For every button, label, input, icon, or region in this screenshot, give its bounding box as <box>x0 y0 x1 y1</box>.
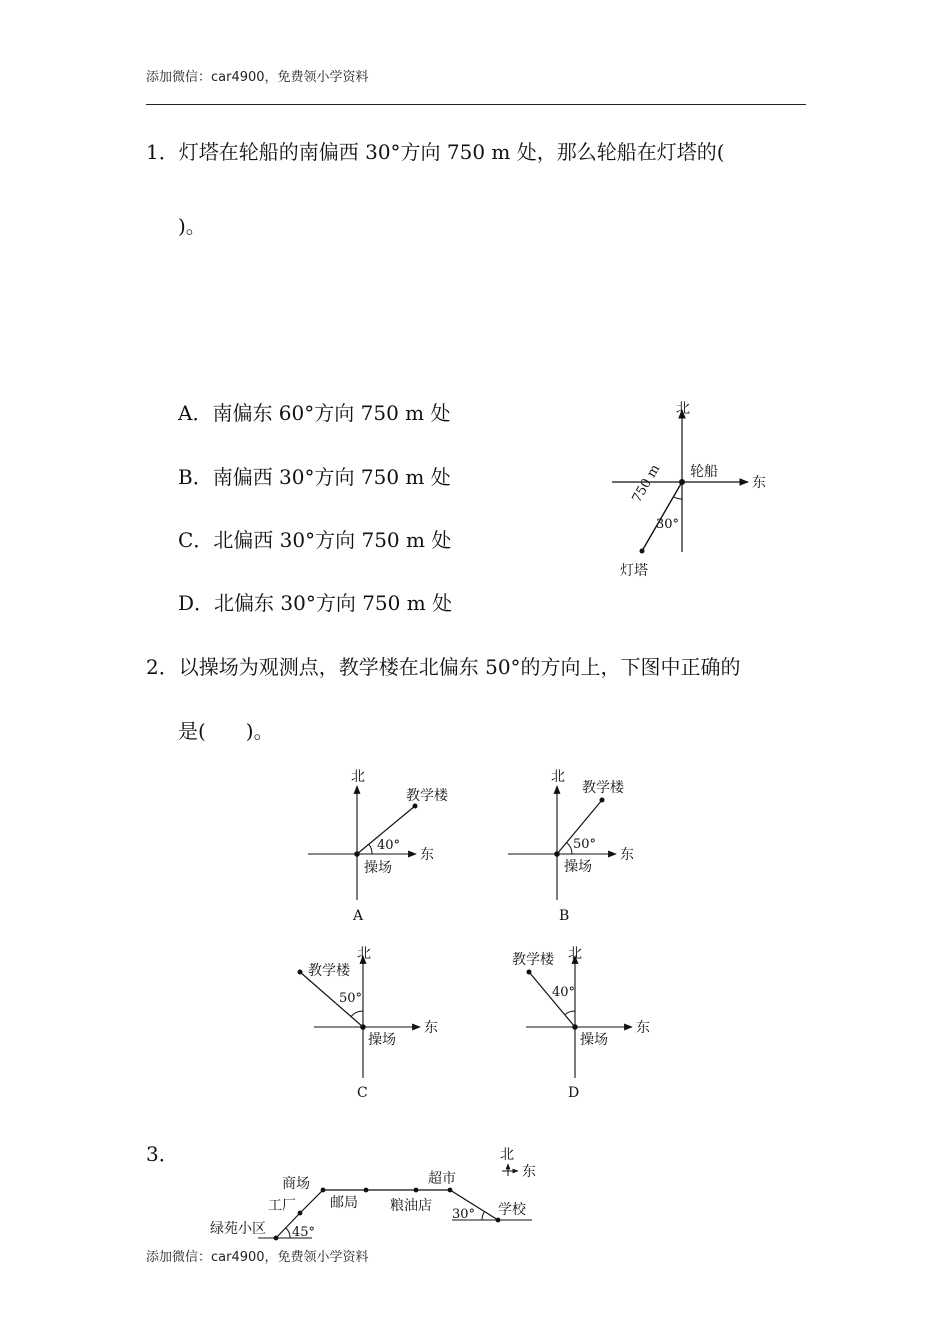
origin-label: 操场 <box>364 860 392 876</box>
north-label: 北 <box>551 769 565 785</box>
origin-point <box>354 851 360 857</box>
east-label: 东 <box>424 1020 438 1036</box>
building-label: 教学楼 <box>406 788 448 804</box>
q2-figure-a[interactable] <box>300 762 450 932</box>
east-label: 东 <box>752 475 766 491</box>
angle-arc <box>567 843 572 855</box>
building-point <box>413 804 418 809</box>
north-label: 北 <box>351 769 365 785</box>
building-label: 教学楼 <box>582 780 624 796</box>
q2-line1: 以操场为观测点，教学楼在北偏东 50°的方向上，下图中正确的 <box>178 655 741 679</box>
distance-label: 750 m <box>629 462 664 506</box>
angle-label: 30° <box>656 517 680 532</box>
place-label-grain-shop: 粮油店 <box>390 1198 432 1214</box>
place-label-supermarket: 超市 <box>428 1171 456 1187</box>
q2-figure-c[interactable] <box>290 940 450 1110</box>
angle-arc <box>565 1011 575 1015</box>
angle-label-left: 45° <box>292 1225 316 1240</box>
place-label-post-office: 邮局 <box>330 1195 358 1211</box>
option-text: 南偏东 60°方向 750 m 处 <box>212 401 451 425</box>
ship-label: 轮船 <box>690 464 718 480</box>
option-label: B． <box>178 465 213 489</box>
q2-line2: 是( )。 <box>178 719 274 743</box>
place-label-residential: 绿苑小区 <box>210 1221 266 1237</box>
place-point <box>321 1188 326 1193</box>
map-north-label: 北 <box>500 1147 514 1163</box>
q1-option-a[interactable] <box>178 401 450 425</box>
option-text: 北偏东 30°方向 750 m 处 <box>214 591 453 615</box>
figure-caption: B <box>559 908 570 924</box>
origin-point <box>572 1024 578 1030</box>
q2-text <box>146 655 741 679</box>
option-label: C． <box>178 528 214 552</box>
q1-compass-figure <box>600 392 790 592</box>
east-label: 东 <box>420 847 434 863</box>
q1-line1: 灯塔在轮船的南偏西 30°方向 750 m 处，那么轮船在灯塔的( <box>178 140 725 164</box>
q2-number: 2． <box>146 655 179 679</box>
map-east-label: 东 <box>522 1164 536 1180</box>
angle-label-right: 30° <box>452 1207 476 1222</box>
q1-option-b[interactable] <box>178 465 451 489</box>
angle-arc-left <box>286 1228 290 1238</box>
east-label: 东 <box>620 847 634 863</box>
header-divider <box>146 104 806 105</box>
place-point <box>364 1188 369 1193</box>
east-label: 东 <box>636 1020 650 1036</box>
figure-caption: D <box>568 1085 580 1101</box>
north-label: 北 <box>676 401 690 417</box>
origin-point <box>554 851 560 857</box>
figure-caption: C <box>357 1085 368 1101</box>
place-point <box>274 1236 279 1241</box>
angle-arc <box>351 1011 363 1017</box>
north-label: 北 <box>357 946 371 962</box>
origin-label: 操场 <box>564 859 592 875</box>
q3-route-map <box>200 1140 550 1244</box>
option-text: 南偏西 30°方向 750 m 处 <box>212 465 451 489</box>
place-point <box>298 1211 303 1216</box>
building-point <box>527 970 532 975</box>
option-text: 北偏西 30°方向 750 m 处 <box>213 528 452 552</box>
page-footer: 添加微信：car4900，免费领小学资料 <box>146 1250 369 1265</box>
q1-number: 1． <box>146 140 179 164</box>
q2-figure-d[interactable] <box>500 940 660 1110</box>
north-label: 北 <box>568 946 582 962</box>
q3-number: 3． <box>146 1142 179 1166</box>
angle-arc-right <box>482 1212 485 1221</box>
place-label-factory: 工厂 <box>268 1198 296 1214</box>
q1-option-c[interactable] <box>178 528 451 552</box>
place-label-school: 学校 <box>498 1202 526 1218</box>
origin-label: 操场 <box>368 1032 396 1048</box>
q2-figure-b[interactable] <box>500 762 650 932</box>
option-label: A． <box>178 401 213 425</box>
angle-label: 50° <box>573 837 597 852</box>
q1-option-d[interactable] <box>178 591 452 615</box>
angle-label: 40° <box>552 985 576 1000</box>
angle-arc <box>674 497 683 499</box>
lighthouse-point <box>640 549 645 554</box>
page-header: 添加微信：car4900，免费领小学资料 <box>146 70 369 85</box>
place-point <box>414 1188 419 1193</box>
building-label: 教学楼 <box>512 952 554 968</box>
building-point <box>298 970 303 975</box>
angle-label: 50° <box>339 991 363 1006</box>
origin-label: 操场 <box>580 1032 608 1048</box>
building-label: 教学楼 <box>308 963 350 979</box>
place-point <box>448 1188 453 1193</box>
q1-text <box>146 140 725 164</box>
lighthouse-label: 灯塔 <box>620 563 648 579</box>
ship-point <box>679 479 685 485</box>
option-label: D． <box>178 591 215 615</box>
figure-caption: A <box>353 908 364 924</box>
angle-label: 40° <box>377 838 401 853</box>
origin-point <box>360 1024 366 1030</box>
building-point <box>600 798 605 803</box>
angle-arc <box>369 844 372 854</box>
place-point <box>496 1218 501 1223</box>
q1-line2: )。 <box>178 214 206 238</box>
place-label-mall: 商场 <box>282 1176 310 1192</box>
